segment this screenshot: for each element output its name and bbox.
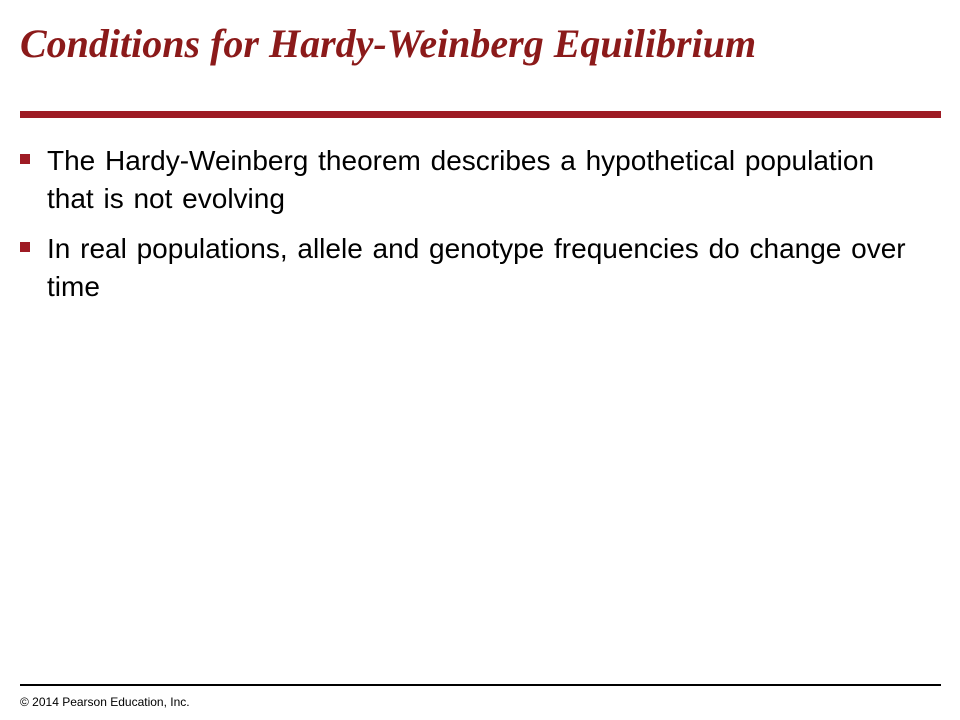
bullet-text: In real populations, allele and genotype frequencies do change over time [47,233,906,302]
bullet-text: The Hardy-Weinberg theorem describes a hypothetical population that is not evolving [47,145,875,214]
slide-title: Conditions for Hardy-Weinberg Equilibrium [20,21,757,66]
footer-divider [20,684,941,686]
title-divider [20,111,941,118]
bullet-list [20,142,920,318]
copyright-notice: © 2014 Pearson Education, Inc. [20,695,190,709]
square-bullet-icon [20,154,30,164]
bullet-item [20,230,920,306]
bullet-item [20,142,920,218]
square-bullet-icon [20,242,30,252]
